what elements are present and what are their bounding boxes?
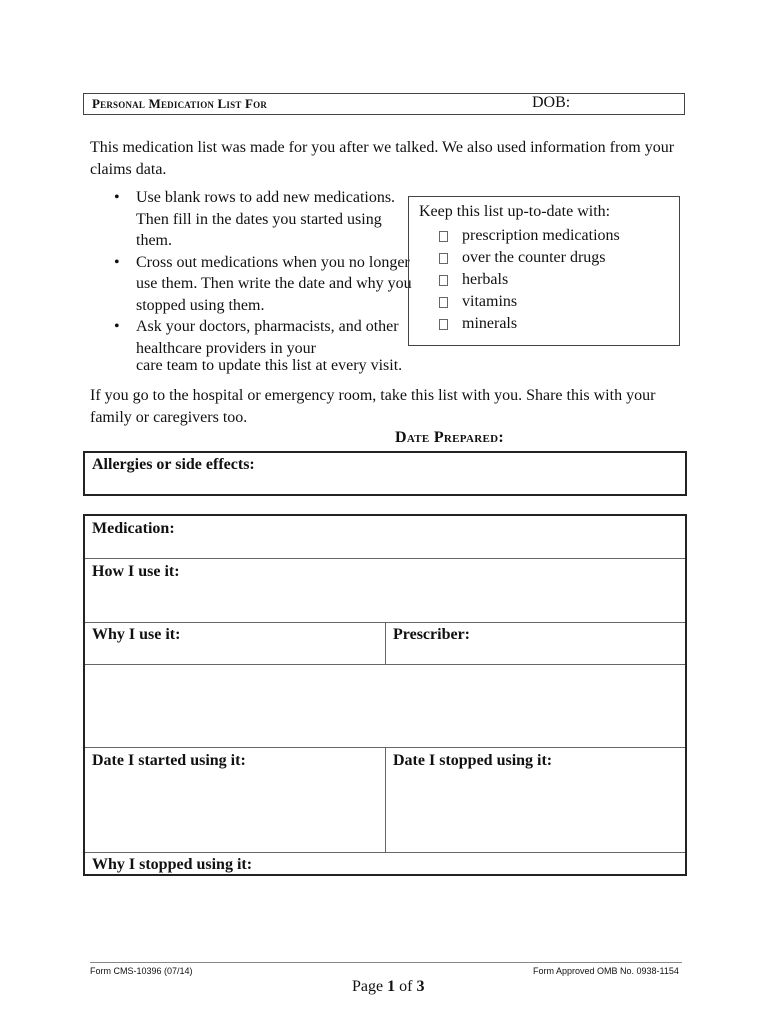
keep-item-label: minerals bbox=[462, 315, 518, 332]
date-prepared-label: Date Prepared: bbox=[395, 429, 505, 446]
footer-rule bbox=[90, 962, 682, 963]
table-divider bbox=[85, 852, 685, 853]
dob-label: DOB: bbox=[532, 94, 571, 111]
allergies-label: Allergies or side effects: bbox=[92, 456, 255, 473]
keep-item bbox=[439, 269, 620, 291]
keep-up-to-date-box bbox=[408, 196, 680, 346]
keep-item-label: over the counter drugs bbox=[462, 249, 606, 266]
table-divider bbox=[85, 664, 685, 665]
instruction-bullets bbox=[108, 187, 418, 359]
table-column-divider bbox=[385, 622, 386, 664]
date-started-label: Date I started using it: bbox=[92, 752, 246, 769]
date-stopped-label: Date I stopped using it: bbox=[393, 752, 553, 769]
keep-item bbox=[439, 291, 620, 313]
page-total: 3 bbox=[416, 978, 425, 995]
keep-box-list bbox=[439, 225, 620, 335]
keep-item-label: herbals bbox=[462, 271, 509, 288]
page-word: Page bbox=[352, 978, 384, 995]
why-i-use-label: Why I use it: bbox=[92, 626, 181, 643]
keep-item bbox=[439, 247, 620, 269]
keep-item bbox=[439, 225, 620, 247]
keep-item bbox=[439, 313, 620, 335]
checkbox-icon[interactable] bbox=[439, 231, 448, 242]
table-divider bbox=[85, 558, 685, 559]
header-box bbox=[83, 93, 685, 115]
bullet-item: • Ask your doctors, pharmacists, and other healthcare providers in your bbox=[108, 316, 418, 359]
form-title: Personal Medication List For bbox=[92, 96, 268, 111]
checkbox-icon[interactable] bbox=[439, 253, 448, 264]
keep-item-label: prescription medications bbox=[462, 227, 620, 244]
bullet-item: • Use blank rows to add new medications. Then fill in the dates you started using them. bbox=[108, 187, 418, 252]
page-of: of bbox=[399, 978, 413, 995]
medication-table bbox=[83, 514, 687, 876]
keep-item-label: vitamins bbox=[462, 293, 518, 310]
checkbox-icon[interactable] bbox=[439, 275, 448, 286]
page-current: 1 bbox=[387, 978, 396, 995]
hospital-paragraph: If you go to the hospital or emergency room, take this list with you. Share this with your family or caregivers too. bbox=[90, 387, 656, 426]
checkbox-icon[interactable] bbox=[439, 297, 448, 308]
checkbox-icon[interactable] bbox=[439, 319, 448, 330]
form-number: Form CMS-10396 (07/14) bbox=[90, 966, 193, 976]
prescriber-label: Prescriber: bbox=[393, 626, 470, 643]
why-stopped-label: Why I stopped using it: bbox=[92, 856, 253, 873]
allergies-field[interactable] bbox=[83, 451, 687, 496]
medication-label: Medication: bbox=[92, 520, 175, 537]
keep-box-title: Keep this list up-to-date with: bbox=[419, 203, 611, 220]
how-i-use-label: How I use it: bbox=[92, 563, 180, 580]
page-number bbox=[352, 978, 424, 996]
bullet-item: • Cross out medications when you no longer use them. Then write the date and why you stopped using them. bbox=[108, 252, 418, 317]
table-column-divider bbox=[385, 747, 386, 852]
bullet-continuation: care team to update this list at every visit. bbox=[136, 357, 403, 374]
intro-paragraph: This medication list was made for you after we talked. We also used information from your claims data. bbox=[90, 139, 675, 178]
omb-number: Form Approved OMB No. 0938-1154 bbox=[533, 966, 679, 976]
